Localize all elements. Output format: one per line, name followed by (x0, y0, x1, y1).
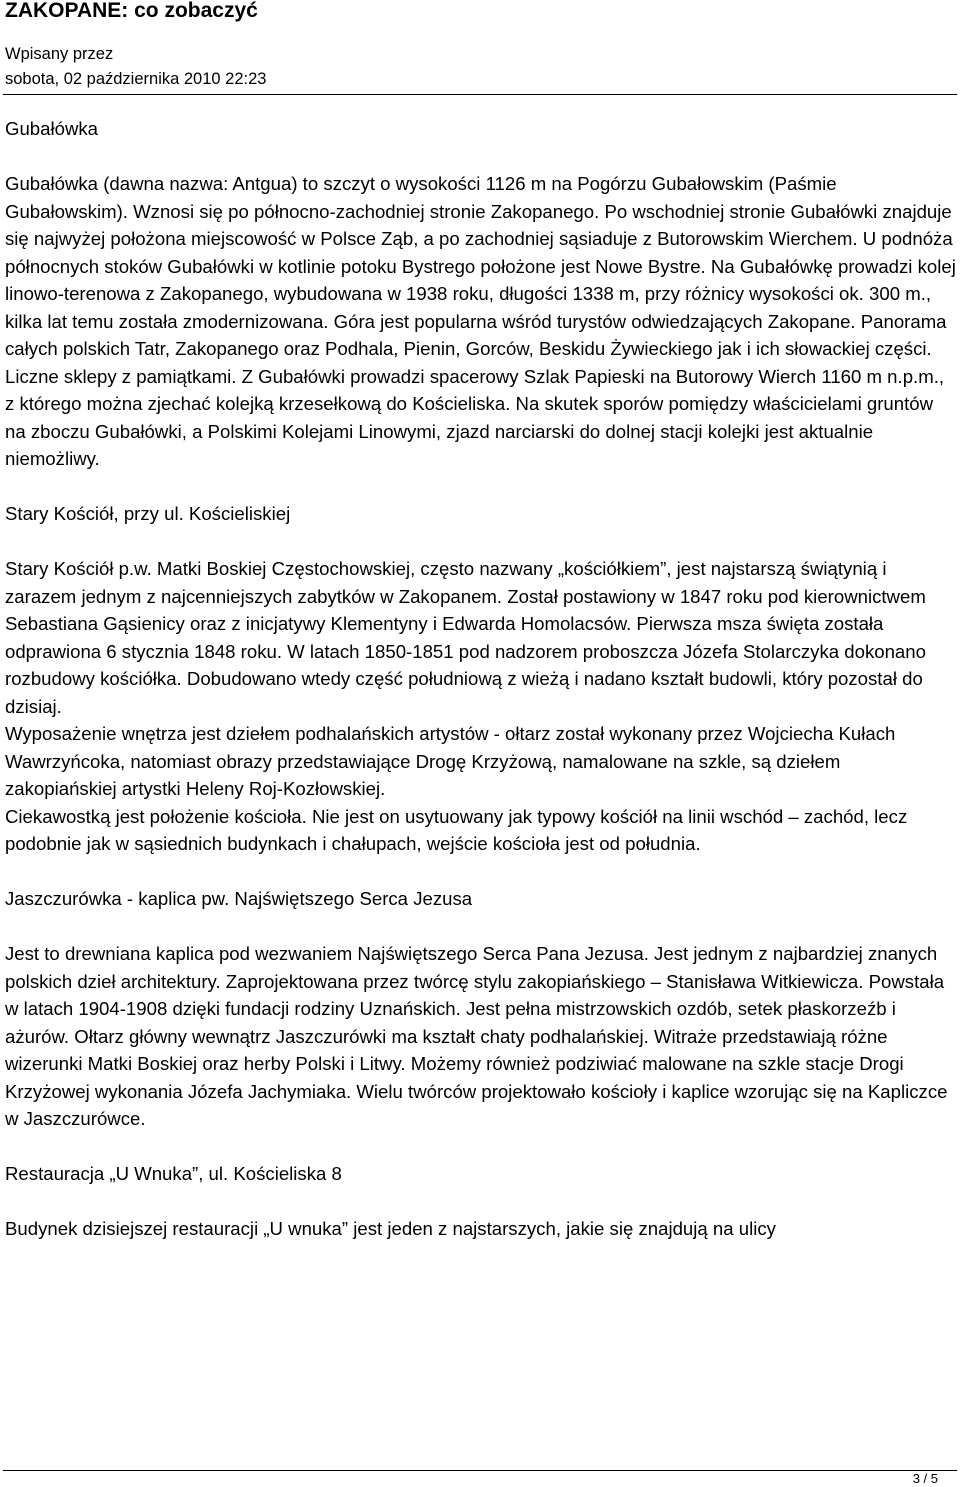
section-heading-jaszczurowka: Jaszczurówka - kaplica pw. Najświętszego Serca Jezusa (5, 888, 473, 909)
publish-date: sobota, 02 października 2010 22:23 (5, 70, 267, 88)
paragraph-stary-kosciol-1: Stary Kościół p.w. Matki Boskiej Częstochowskiej, często nazwany „kościółkiem”, jest najstarszą świątynią i zarazem jednym z najcenniejszych zabytków w Zakopanem. Został postawiony w 1847 roku pod kierownictwem Sebastiana Gąsienicy oraz z inicjatywy Klementyny i Edwarda Homolacsów. Pierwsza msza święta została odprawiona 6 stycznia 1848 roku. W latach 1850-1851 pod nadzorem proboszcza Józefa Stolarczyka dokonano rozbudowy kościółka. Dobudowano wtedy część południową z wieżą i nadano kształt budowli, który pozostał do dzisiaj. (5, 558, 926, 717)
section-heading-stary-kosciol: Stary Kościół, przy ul. Kościeliskiej (5, 503, 291, 524)
page-title: ZAKOPANE: co zobaczyć (5, 0, 258, 22)
paragraph-jaszczurowka: Jest to drewniana kaplica pod wezwaniem Najświętszego Serca Pana Jezusa. Jest jednym z najbardziej znanych polskich dzieł architektury. Zaprojektowana przez twórcę stylu zakopiańskiego – Stanisława Witkiewicza. Powstała w latach 1904-1908 dzięki fundacji rodziny Uznańskich. Jest pełna mistrzowskich ozdób, setek płaskorzeźb i ażurów. Ołtarz główny wewnątrz Jaszczurówki ma kształt chaty podhalańskiej. Witraże przedstawiają różne wizerunki Matki Boskiej oraz herby Polski i Litwy. Możemy również podziwiać malowane na szkle stacje Drogi Krzyżowej wykonania Józefa Jachymiaka. Wielu twórców projektowało kościoły i kaplice wzorując się na Kapliczce w Jaszczurówce. (5, 943, 948, 1129)
spacer (5, 913, 957, 941)
paragraph-stary-kosciol-3: Ciekawostką jest położenie kościoła. Nie jest on usytuowany jak typowy kościół na linii wschód – zachód, lecz podobnie jak w sąsiednich budynkach i chałupach, wejście kościoła jest od południa. (5, 805, 908, 854)
paragraph-gubalowka: Gubałówka (dawna nazwa: Antgua) to szczyt o wysokości 1126 m na Pogórzu Gubałowskim (Paśmie Gubałowskim). Wznosi się po północno-zachodniej stronie Zakopanego. Po wschodniej stronie Gubałówki znajduje się najwyżej położona miejscowość w Polsce Ząb, a po zachodniej sąsiaduje z Butorowskim Wierchem. U podnóża północnych stoków Gubałówki w kotlinie potoku Bystrego położone jest Nowe Bystre. Na Gubałówkę prowadzi kolej linowo-terenowa z Zakopanego, wybudowana w 1938 roku, długości 1338 m, przy różnicy wysokości ok. 300 m., kilka lat temu została zmodernizowana. Góra jest popularna wśród turystów odwiedzających Zakopane. Panorama całych polskich Tatr, Zakopanego oraz Podhala, Pienin, Gorców, Beskidu Żywieckiego jak i ich słowackiej części. Liczne sklepy z pamiątkami. Z Gubałówki prowadzi spacerowy Szlak Papieski na Butorowy Wierch 1160 m n.p.m., z którego można zjechać kolejką krzesełkową do Kościeliska. Na skutek sporów pomiędzy właścicielami gruntów na zboczu Gubałówki, a Polskimi Kolejami Linowymi, zjazd narciarski do dolnej stacji kolejki jest aktualnie niemożliwy. (5, 173, 956, 469)
section-heading-gubalowka: Gubałówka (5, 118, 99, 139)
author-label: Wpisany przez (5, 45, 114, 63)
spacer (5, 473, 957, 501)
page-number: 3 / 5 (912, 1471, 938, 1486)
spacer (5, 143, 957, 171)
spacer (5, 858, 957, 886)
footer-divider (3, 1470, 957, 1471)
header-divider (3, 94, 957, 95)
article-meta (5, 42, 266, 92)
paragraph-restauracja: Budynek dzisiejszej restauracji „U wnuka” jest jeden z najstarszych, jakie się znajdują na ulicy (5, 1218, 776, 1239)
spacer (5, 1133, 957, 1161)
article-body (5, 115, 957, 1243)
spacer (5, 1188, 957, 1216)
paragraph-stary-kosciol-2: Wyposażenie wnętrza jest dziełem podhalańskich artystów - ołtarz został wykonany przez Wojciecha Kułach Wawrzyńcoka, natomiast obrazy przedstawiające Drogę Krzyżową, namalowane na szkle, są dziełem zakopiańskiej artystki Heleny Roj-Kozłowskiej. (5, 723, 896, 799)
section-heading-restauracja: Restauracja „U Wnuka”, ul. Kościeliska 8 (5, 1163, 342, 1184)
spacer (5, 528, 957, 556)
